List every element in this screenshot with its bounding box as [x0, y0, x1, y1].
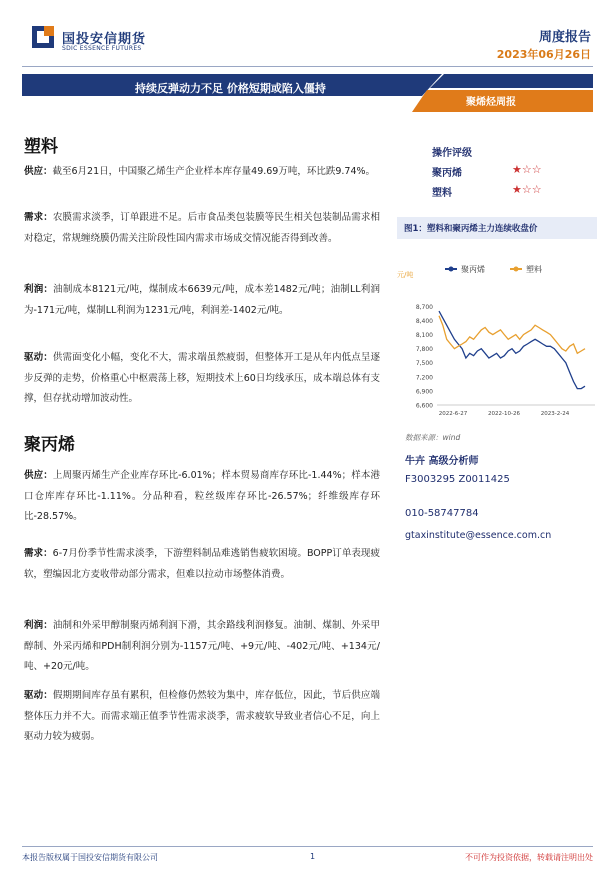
banner-title: 持续反弹动力不足 价格短期或陷入僵持	[135, 82, 326, 95]
data-source: 数据来源：wind	[405, 433, 461, 442]
pp-supply-label: 供应：	[24, 470, 53, 481]
plastic-driver-label: 驱动：	[24, 352, 53, 363]
pp-demand	[24, 544, 380, 585]
rating-title: 操作评级	[432, 148, 472, 159]
banner-subtitle: 聚烯烃周报	[466, 97, 516, 108]
rating-stars-plastic: ★☆☆	[512, 183, 542, 196]
plastic-supply-label: 供应：	[24, 166, 53, 177]
y-tick-label: 8,400	[415, 317, 433, 325]
legend-marker	[514, 267, 519, 272]
footer-divider	[22, 846, 593, 847]
price-line-chart	[395, 255, 600, 425]
pp-profit-label: 利润：	[24, 620, 53, 631]
plastic-profit	[24, 280, 380, 321]
footer-disclaimer: 不可作为投资依据，转载请注明出处	[465, 853, 593, 862]
y-axis-label: 元/吨	[397, 271, 414, 279]
pp-driver-text: 假期期间库存虽有累积，但检修仍然较为集中，库存低位，因此，节后供应端整体压力并不大。而需求端正值季节性需求淡季，需求疲软导致业者信心不足，向上驱动力较为疲弱。	[24, 690, 380, 742]
x-tick-label: 2022-6-27	[438, 411, 468, 417]
analyst-email[interactable]: gtaxinstitute@essence.com.cn	[405, 530, 552, 541]
y-tick-label: 6,900	[415, 388, 433, 396]
company-name-cn: 国投安信期货	[62, 32, 147, 47]
y-tick-label: 7,800	[415, 346, 433, 354]
pp-driver-label: 驱动：	[24, 690, 53, 701]
pp-profit	[24, 616, 380, 678]
company-logo-icon	[32, 26, 54, 48]
section-title-pp: 聚丙烯	[24, 435, 75, 455]
rating-item-name: 聚丙烯	[432, 168, 462, 179]
report-type: 周度报告	[538, 30, 591, 45]
rating-item-pp	[432, 164, 462, 179]
rating-stars-pp: ★☆☆	[512, 163, 542, 176]
x-tick-label: 2022-10-26	[488, 411, 520, 417]
legend-marker	[449, 267, 454, 272]
company-name-en: SDIC ESSENCE FUTURES	[62, 45, 142, 52]
section-title-plastic: 塑料	[24, 137, 58, 157]
pp-demand-text: 6-7月份季节性需求淡季，下游塑料制品难逃销售疲软困境。BOPP订单表现疲软，塑编因北方麦收带动部分需求，但难以拉动市场整体消费。	[24, 548, 380, 580]
plastic-driver-text: 供需面变化小幅，变化不大，需求端虽然疲弱，但整体开工是从年内低点呈逐步反弹的走势，价格重心中枢震荡上移，短期技术上60日均线承压，成本端总体有支撑，但存扰动增加波动性。	[24, 352, 380, 404]
plastic-demand-text: 农膜需求淡季，订单跟进不足。后市食品类包装膜等民生相关包装制品需求相对稳定，常规缠绕膜仍需关注阶段性国内需求市场成交情况能否得到改善。	[24, 212, 380, 244]
pp-supply-text: 上周聚丙烯生产企业库存环比-6.01%；样本贸易商库存环比-1.44%；样本港口仓库库存环比-1.11%。分品种看，粒丝级库存环比-26.57%；纤维级库存环比-28.57%。	[24, 470, 380, 522]
plastic-supply-text: 截至6月21日，中国聚乙烯生产企业样本库存量49.69万吨，环比跌9.74%。	[52, 166, 376, 177]
plastic-profit-label: 利润：	[24, 284, 54, 295]
pp-demand-label: 需求：	[24, 548, 53, 559]
figure-title: 图1：塑料和聚丙烯主力连续收盘价	[404, 224, 538, 234]
y-tick-label: 7,200	[415, 374, 433, 382]
rating-item-name: 塑料	[432, 188, 452, 199]
pp-driver	[24, 686, 380, 748]
report-date: 2023年06月26日	[496, 48, 591, 61]
rating-item-plastic	[432, 184, 452, 199]
plastic-driver	[24, 348, 380, 410]
analyst-phone: 010-58747784	[405, 508, 479, 519]
y-tick-label: 7,500	[415, 360, 433, 368]
page-number: 1	[310, 852, 316, 861]
pp-supply	[24, 466, 380, 528]
legend-label: 塑料	[526, 265, 542, 274]
plastic-demand-label: 需求：	[24, 212, 53, 223]
plastic-profit-text: 油制成本8121元/吨，煤制成本6639元/吨，成本差1482元/吨；油制LL利润为-171元/吨，煤制LL利润为1231元/吨，利润差-1402元/吨。	[24, 284, 380, 316]
header-divider	[22, 66, 593, 67]
analyst-name: 牛卉 高级分析师	[405, 456, 479, 467]
y-tick-label: 8,100	[415, 332, 433, 340]
y-tick-label: 8,700	[415, 303, 433, 311]
pp-profit-text: 油制和外采甲醇制聚丙烯利润下滑，其余路线利润修复。油制、煤制、外采甲醇制、外采丙烯和PDH制利润分别为-1157元/吨、+9元/吨、-402元/吨、+134元/吨、+20元/吨。	[24, 620, 380, 672]
footer-copyright: 本报告版权属于国投安信期货有限公司	[22, 853, 158, 862]
x-tick-label: 2023-2-24	[540, 411, 570, 417]
plastic-demand	[24, 208, 380, 249]
analyst-license: F3003295 Z0011425	[405, 474, 510, 485]
y-tick-label: 6,600	[415, 402, 433, 410]
plastic-supply	[24, 162, 380, 183]
legend-label: 聚丙烯	[461, 265, 485, 274]
